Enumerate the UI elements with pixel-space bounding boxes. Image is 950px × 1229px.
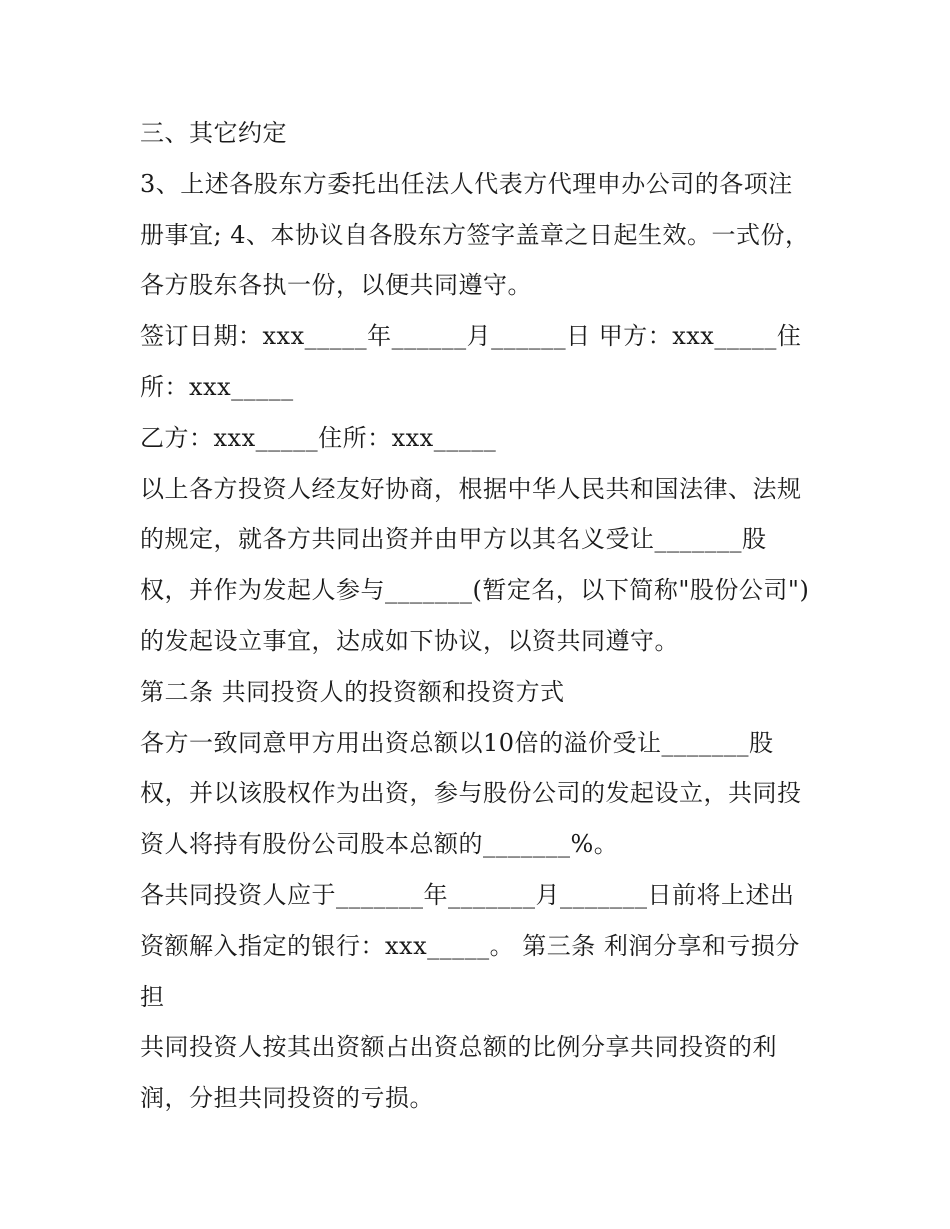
text-line: 3、上述各股东方委托出任法人代表方代理申办公司的各项注 [140,169,793,198]
text-line: 润，分担共同投资的亏损。 [140,1084,434,1113]
text-line: 权，并以该股权作为出资，参与股份公司的发起设立，共同投 [140,779,802,808]
text-line: 资额解入指定的银行：xxx_____。 第三条 利润分享和亏损分 [140,931,800,960]
text-line: 权，并作为发起人参与_______(暂定名，以下简称"股份公司") [140,576,810,605]
party-b-line: 乙方：xxx_____住所：xxx_____ [140,423,497,452]
text-line: 的规定，就各方共同出资并由甲方以其名义受让_______股 [140,525,767,554]
text-line: 共同投资人按其出资额占出资总额的比例分享共同投资的利 [140,1033,777,1062]
text-line: 各共同投资人应于_______年_______月_______日前将上述出 [140,880,795,909]
document-body [140,108,820,1124]
text-line: 各方股东各执一份，以便共同遵守。 [140,271,532,300]
text-line: 的发起设立事宜，达成如下协议，以资共同遵守。 [140,626,679,655]
text-line: 各方一致同意甲方用出资总额以10倍的溢价受让_______股 [140,728,774,757]
article-two-heading: 第二条 共同投资人的投资额和投资方式 [140,677,565,706]
text-line: 资人将持有股份公司股本总额的_______%。 [140,830,619,859]
text-line: 担 [140,982,165,1011]
section-heading-other-agreements: 三、其它约定 [140,119,287,147]
text-line: 以上各方投资人经友好协商，根据中华人民共和国法律、法规 [140,474,802,503]
party-a-address-line: 所：xxx_____ [140,372,294,401]
text-line: 册事宜; 4、本协议自各股东方签字盖章之日起生效。一式份， [140,220,810,249]
signing-date-line: 签订日期：xxx_____年______月______日 甲方：xxx_____住 [140,322,802,351]
